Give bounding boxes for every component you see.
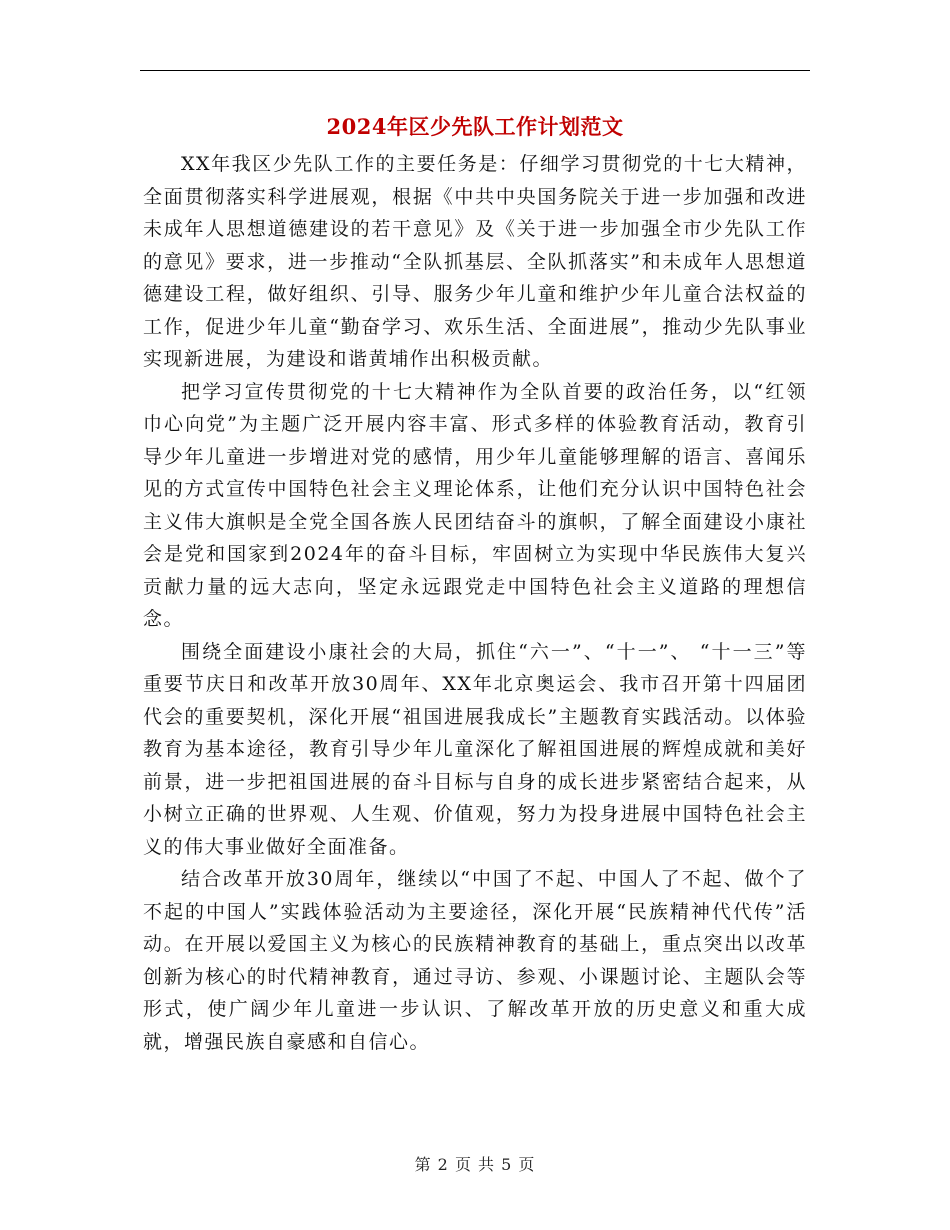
paragraph-3: 围绕全面建设小康社会的大局，抓住“六一”、“十一”、 “十一三”等重要节庆日和改革开放30周年、XX年北京奥运会、我市召开第十四届团代会的重要契机，深化开展“祖国进展我成长”主题教育实践活动。以体验教育为基本途径，教育引导少年儿童深化了解祖国进展的辉煌成就和美好前景，进一步把祖国进展的奋斗目标与自身的成长进步紧密结合起来，从小树立正确的世界观、人生观、价值观，努力为投身进展中国特色社会主义的伟大事业做好全面准备。 — [143, 640, 807, 858]
document-title: 2024年区少先队工作计划范文 — [326, 114, 624, 139]
page-number-footer: 第 2 页 共 5 页 — [414, 1155, 536, 1174]
header-rule — [140, 70, 810, 71]
paragraph-2: 把学习宣传贯彻党的十七大精神作为全队首要的政治任务，以“红领巾心向党”为主题广泛开展内容丰富、形式多样的体验教育活动，教育引导少年儿童进一步增进对党的感情，用少年儿童能够理解的语言、喜闻乐见的方式宣传中国特色社会主义理论体系，让他们充分认识中国特色社会主义伟大旗帜是全党全国各族人民团结奋斗的旗帜，了解全面建设小康社会是党和国家到2024年的奋斗目标，牢固树立为实现中华民族伟大复兴贡献力量的远大志向，坚定永远跟党走中国特色社会主义道路的理想信念。 — [143, 380, 807, 630]
document-body — [143, 148, 807, 1058]
paragraph-1: XX年我区少先队工作的主要任务是：仔细学习贯彻党的十七大精神，全面贯彻落实科学进展观，根据《中共中央国务院关于进一步加强和改进未成年人思想道德建设的若干意见》及《关于进一步加强全市少先队工作的意见》要求，进一步推动“全队抓基层、全队抓落实”和未成年人思想道德建设工程，做好组织、引导、服务少年儿童和维护少年儿童合法权益的工作，促进少年儿童“勤奋学习、欢乐生活、全面进展”，推动少先队事业实现新进展，为建设和谐黄埔作出积极贡献。 — [143, 153, 807, 370]
paragraph-4: 结合改革开放30周年，继续以“中国了不起、中国人了不起、做个了不起的中国人”实践体验活动为主要途径，深化开展“民族精神代代传”活动。在开展以爱国主义为核心的民族精神教育的基础上，重点突出以改革创新为核心的时代精神教育，通过寻访、参观、小课题讨论、主题队会等形式，使广阔少年儿童进一步认识、了解改革开放的历史意义和重大成就，增强民族自豪感和自信心。 — [143, 868, 807, 1053]
